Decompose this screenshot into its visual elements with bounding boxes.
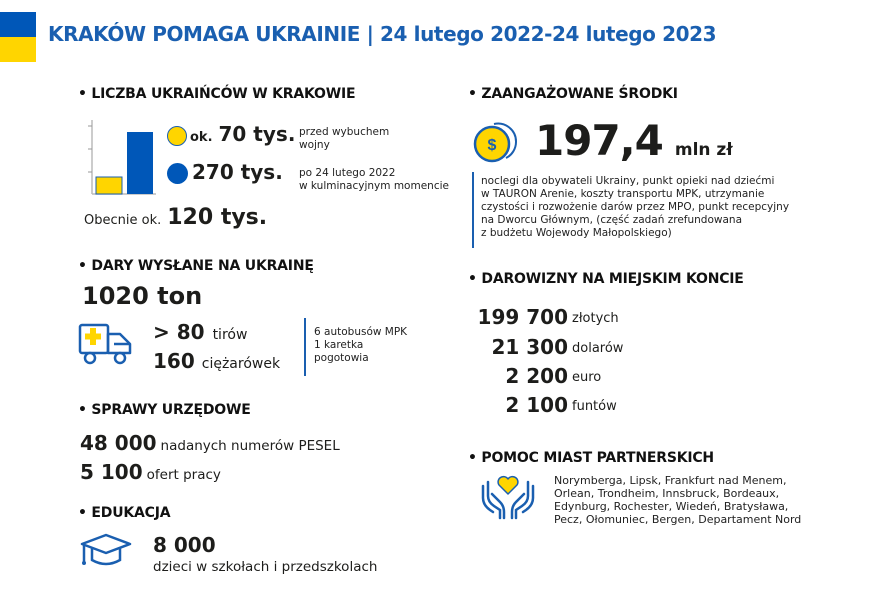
partners-line-4: Pecz, Ołomuniec, Bergen, Departament Nord	[554, 513, 802, 526]
donation-gbp-label: funtów	[572, 399, 617, 414]
current-prefix: Obecnie ok.	[84, 213, 162, 228]
before-value: 70 tys.	[218, 122, 296, 146]
svg-text:$: $	[487, 137, 497, 154]
graduation-cap-icon	[78, 532, 134, 576]
after-note-2: w kulminacyjnym momencie	[299, 180, 449, 192]
gifts-extra-1: 6 autobusów MPK	[314, 326, 408, 338]
funds-heading: • ZAANGAŻOWANE ŚRODKI	[468, 86, 678, 102]
jobs-value: 5 100	[80, 460, 143, 484]
education-heading: • EDUKACJA	[78, 505, 171, 521]
lorries-label: ciężarówek	[201, 356, 281, 372]
trucks-value: > 80	[153, 320, 205, 344]
flag-blue-stripe	[0, 12, 36, 37]
donation-pln-value: 199 700	[477, 305, 568, 329]
partners-line-1: Norymberga, Lipsk, Frankfurt nad Menem,	[554, 474, 787, 487]
partners-line-3: Edynburg, Rochester, Wiedeń, Bratysława,	[554, 500, 789, 513]
ukraine-flag	[0, 12, 36, 62]
after-note-1: po 24 lutego 2022	[299, 167, 396, 179]
donation-gbp-value: 2 100	[505, 393, 568, 417]
before-prefix: ok.	[190, 130, 213, 145]
donation-usd-value: 21 300	[491, 335, 568, 359]
gifts-divider	[304, 318, 306, 376]
funds-desc-3: czystości i rozwożenie darów przez MPO, punkt recepcyjny	[481, 201, 790, 213]
funds-desc-4: na Dworcu Głównym, (część zadań zrefundowana	[481, 214, 743, 226]
gifts-heading: • DARY WYSŁANE NA UKRAINĘ	[78, 258, 314, 274]
population-heading: • LICZBA UKRAIŃCÓW W KRAKOWIE	[78, 86, 356, 102]
funds-desc-1: noclegi dla obywateli Ukrainy, punkt opieki nad dziećmi	[481, 175, 775, 187]
legend-dot-yellow	[167, 126, 187, 146]
funds-divider	[472, 172, 474, 248]
offices-heading: • SPRAWY URZĘDOWE	[78, 402, 251, 418]
pesel-value: 48 000	[80, 431, 157, 455]
education-label: dzieci w szkołach i przedszkolach	[153, 559, 378, 575]
donation-eur-value: 2 200	[505, 364, 568, 388]
donations-heading: • DAROWIZNY NA MIEJSKIM KONCIE	[468, 271, 744, 287]
gifts-total: 1020 ton	[82, 282, 203, 310]
ambulance-icon	[78, 322, 134, 370]
partners-list	[554, 474, 801, 526]
pesel-label: nadanych numerów PESEL	[160, 438, 340, 454]
partners-heading: • POMOC MIAST PARTNERSKICH	[468, 450, 714, 466]
funds-unit: mln zł	[674, 140, 733, 160]
legend-dot-blue	[167, 163, 188, 184]
funds-value: 197,4	[535, 116, 663, 165]
gifts-extra-2: 1 karetka	[314, 339, 364, 351]
after-value: 270 tys.	[192, 160, 283, 184]
donation-pln-label: złotych	[572, 311, 619, 326]
before-note-1: przed wybuchem	[299, 126, 390, 138]
coin-dollar-icon	[472, 118, 522, 168]
funds-desc-2: w TAURON Arenie, koszty transportu MPK, utrzymanie	[481, 188, 765, 200]
before-note-2: wojny	[299, 139, 330, 151]
hands-heart-icon	[480, 472, 536, 526]
education-value: 8 000	[153, 533, 216, 557]
flag-yellow-stripe	[0, 37, 36, 62]
jobs-label: ofert pracy	[146, 467, 221, 483]
gifts-extra-3: pogotowia	[314, 352, 369, 364]
donation-eur-label: euro	[572, 370, 602, 385]
lorries-value: 160	[153, 349, 195, 373]
funds-desc-5: z budżetu Wojewody Małopolskiego)	[481, 227, 672, 239]
trucks-label: tirów	[212, 327, 248, 343]
donation-usd-label: dolarów	[572, 341, 624, 356]
page-title: KRAKÓW POMAGA UKRAINIE | 24 lutego 2022-24 lutego 2023	[48, 22, 717, 46]
current-value: 120 tys.	[167, 205, 268, 230]
population-mini-chart	[84, 118, 156, 198]
partners-line-2: Orlean, Trondheim, Innsbruck, Bordeaux,	[554, 487, 780, 500]
